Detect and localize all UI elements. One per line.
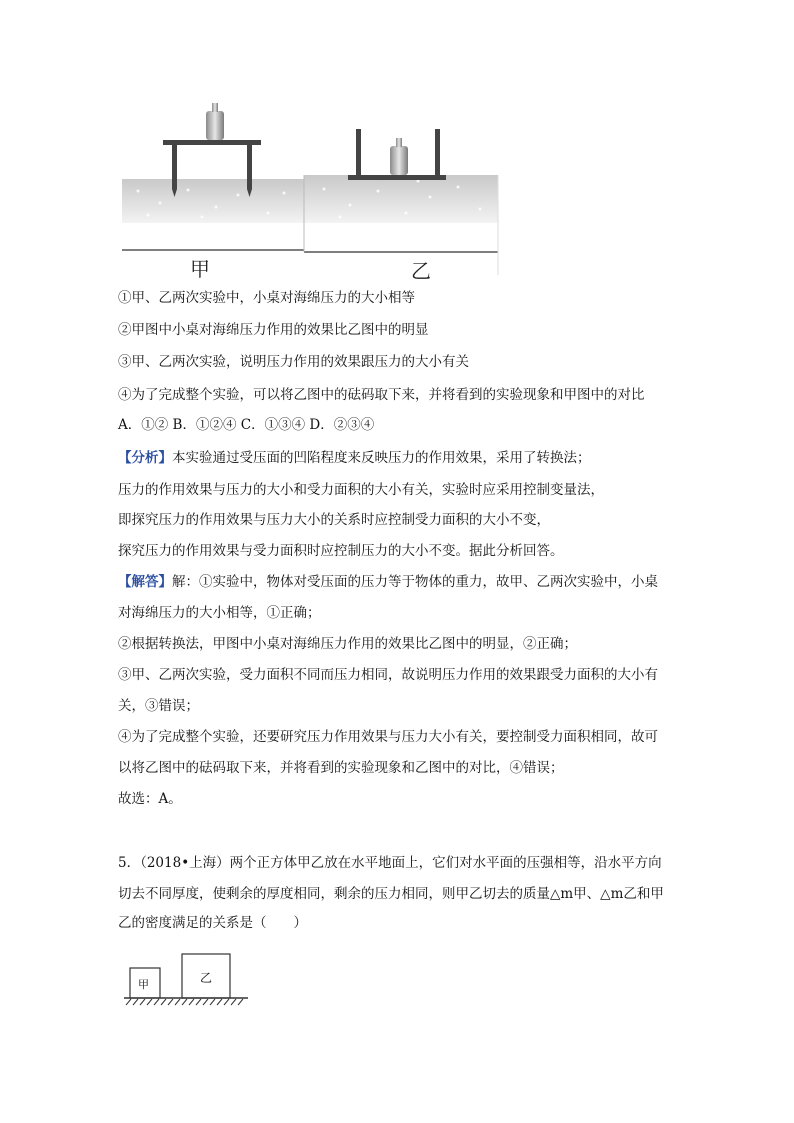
cubes-figure [120,950,260,1010]
cube-label-jia: 甲 [138,978,149,991]
statement-3: ③甲、乙两次实验，说明压力作用的效果跟压力的大小有关 [118,354,469,370]
analysis-line-3: 即探究压力的作用效果与压力大小的关系时应控制受力面积的大小不变， [118,512,550,528]
question5-line-2: 切去不同厚度，使剩余的厚度相同，剩余的压力相同，则甲乙切去的质量△m甲、△m乙和甲 [118,886,664,902]
solution-line-7: 以将乙图中的砝码取下来，并将看到的实验现象和乙图中的对比，④错误； [118,760,564,776]
solution-line-2: 对海绵压力的大小相等，①正确； [118,605,321,621]
solution-line-5: 关，③错误； [118,698,199,714]
analysis-tag: 【分析】 [118,450,172,466]
experiment-figure [118,95,503,285]
sponge-right [304,175,498,223]
analysis-line-2: 压力的作用效果与压力的大小和受力面积的大小有关，实验时应采用控制变量法， [118,482,604,498]
weight-inverted [390,138,408,175]
solution-line-3: ②根据转换法，甲图中小桌对海绵压力作用的效果比乙图中的明显，②正确； [118,636,577,652]
solution-line-6: ④为了完成整个实验，还要研究压力作用效果与压力大小有关，要控制受力面积相同，故可 [118,729,658,745]
question5-line-1: 5．（2018•上海）两个正方体甲乙放在水平地面上，它们对水平面的压强相等，沿水平方向 [118,855,662,871]
figure-label-yi: 乙 [411,259,431,283]
question5-line-3: 乙的密度满足的关系是（ ） [118,915,307,931]
statement-2: ②甲图中小桌对海绵压力作用的效果比乙图中的明显 [118,322,429,338]
analysis-line-4: 探究压力的作用效果与受力面积时应控制压力的大小不变。据此分析回答。 [118,543,564,559]
weight-upright [206,103,224,140]
sponge-experiment-diagram [118,95,503,285]
solution-line-4: ③甲、乙两次实验，受力面积不同而压力相同，故说明压力作用的效果跟受力面积的大小有 [118,667,658,683]
sponge-left [122,179,304,223]
solution-line-8: 故选：A。 [118,791,182,807]
solution-tag: 【解答】 [118,574,172,590]
statement-4: ④为了完成整个实验，可以将乙图中的砝码取下来，并将看到的实验现象和甲图中的对比 [118,387,645,403]
analysis-line-1: 【分析】本实验通过受压面的凹陷程度来反映压力的作用效果，采用了转换法； [118,450,591,466]
figure-label-jia: 甲 [190,257,210,281]
answer-options: A．①② B．①②④ C．①③④ D．②③④ [118,417,375,433]
cube-label-yi: 乙 [200,971,213,985]
statement-1: ①甲、乙两次实验中，小桌对海绵压力的大小相等 [118,290,415,306]
solution-line-1: 【解答】解：①实验中，物体对受压面的压力等于物体的重力，故甲、乙两次实验中，小桌 [118,574,658,590]
